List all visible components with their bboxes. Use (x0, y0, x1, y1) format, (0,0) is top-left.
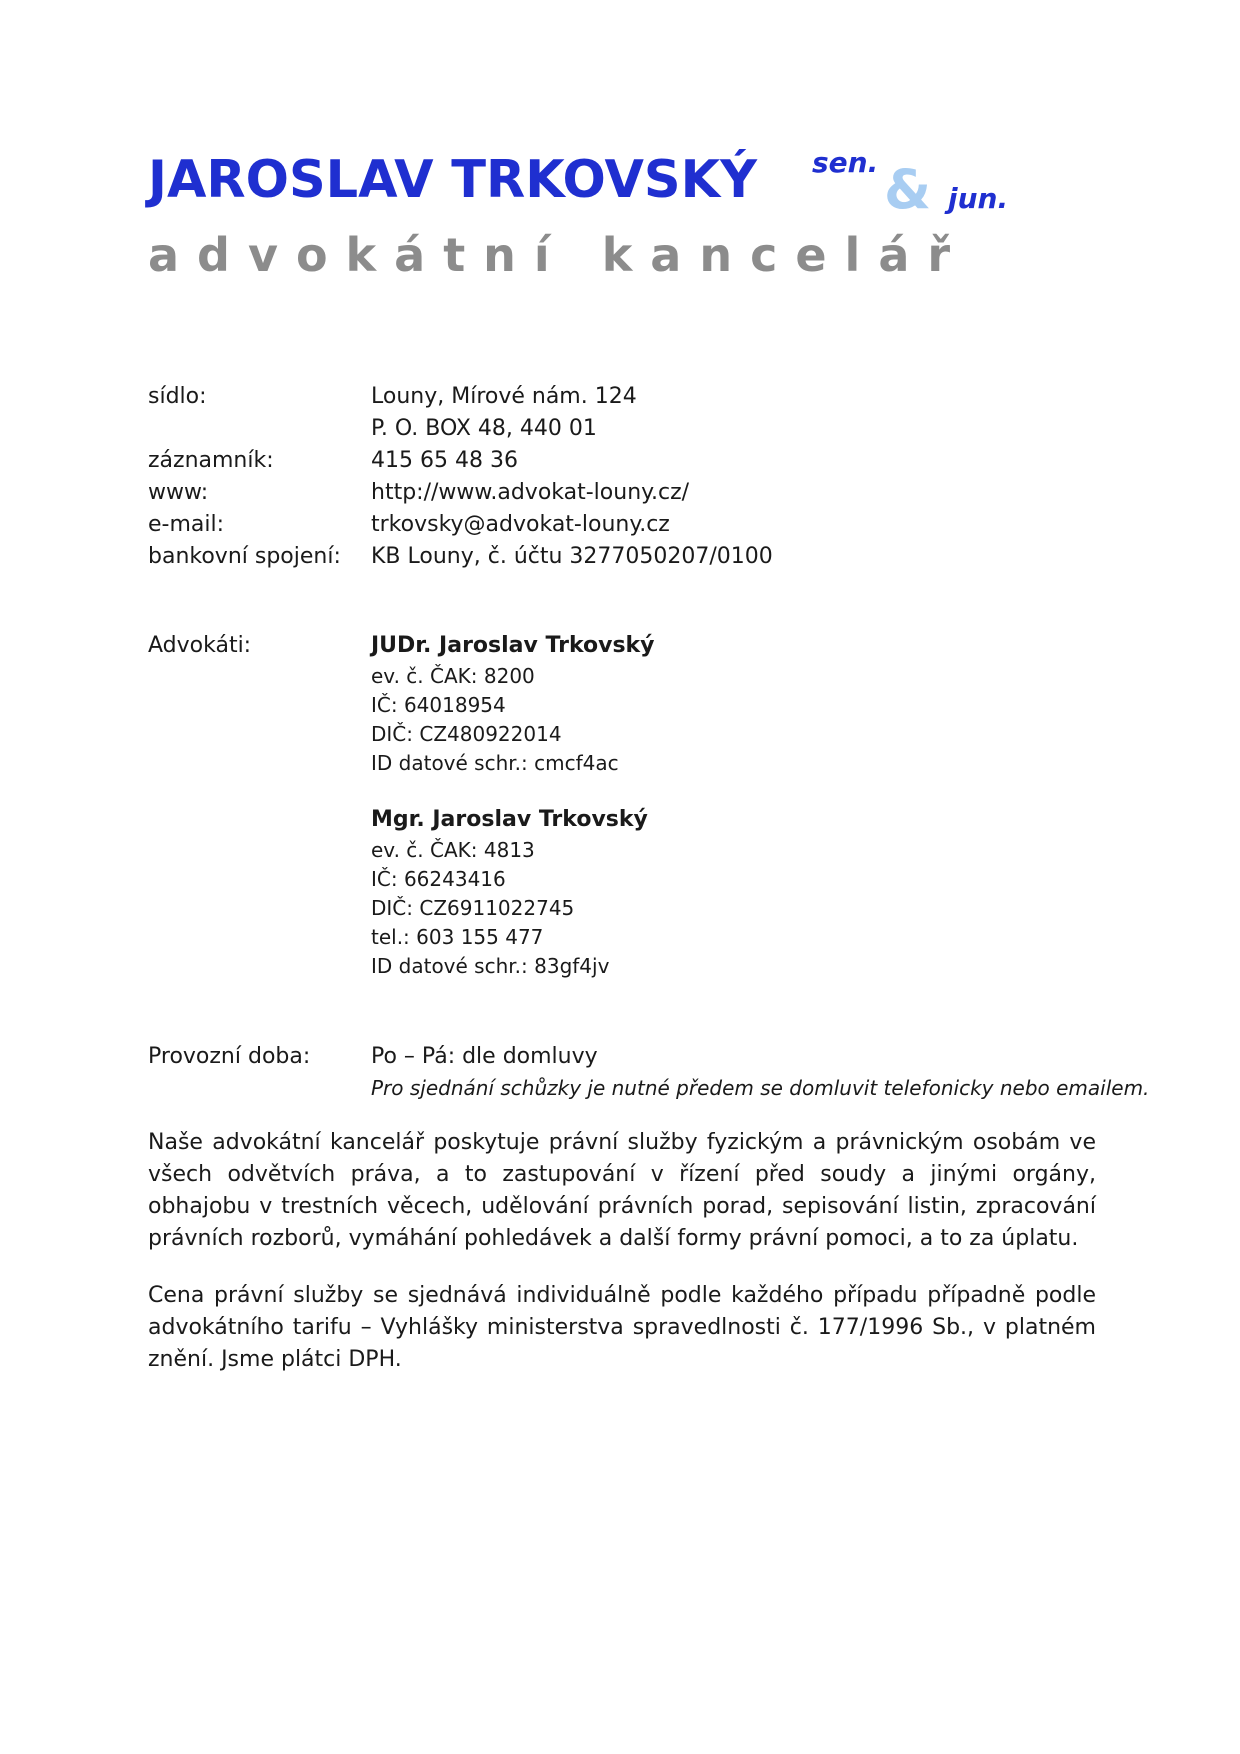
lawyer1-cak: ev. č. ČAK: 8200 (371, 664, 535, 688)
lawyer2-tel: tel.: 603 155 477 (371, 925, 544, 949)
hours-label: Provozní doba: (148, 1044, 311, 1069)
email-label: e-mail: (148, 512, 225, 537)
hours-note: Pro sjednání schůzky je nutné předem se domluvit telefonicky nebo emailem. (371, 1076, 1150, 1100)
sidlo-line1: Louny, Mírové nám. 124 (371, 384, 637, 409)
lawyers-label: Advokáti: (148, 633, 252, 658)
firm-name: JAROSLAV TRKOVSKÝ (148, 150, 757, 210)
services-paragraph: Naše advokátní kancelář poskytuje právní služby fyzickým a právnickým osobám ve všech odvětvích práva, a to zastupování v řízení před soudy a jinými orgány, obhajobu v trestních věcech, udělování právních porad, sepisování listin, zpracování právních rozborů, vymáhání pohledávek a další formy právní pomoci, a to za úplatu. (148, 1130, 1096, 1251)
www-label: www: (148, 480, 209, 505)
firm-name-sen: sen. (812, 146, 879, 179)
lawyer2-id: ID datové schr.: 83gf4jv (371, 954, 610, 978)
lawyer2-cak: ev. č. ČAK: 4813 (371, 838, 535, 862)
firm-subtitle: advokátní kancelář (148, 228, 969, 282)
sidlo-line2: P. O. BOX 48, 440 01 (371, 416, 597, 441)
email-link[interactable]: trkovsky@advokat-louny.cz (371, 512, 670, 537)
lawyer1-name: JUDr. Jaroslav Trkovský (371, 633, 655, 658)
lawyer1-dic: DIČ: CZ480922014 (371, 722, 562, 746)
pricing-paragraph: Cena právní služby se sjednává individuálně podle každého případu případně podle advokátního tarifu – Vyhlášky ministerstva spravedlnosti č. 177/1996 Sb., v platném znění. Jsme plátci DPH. (148, 1283, 1096, 1372)
lawyer1-id: ID datové schr.: cmcf4ac (371, 751, 619, 775)
bank-label: bankovní spojení: (148, 544, 341, 569)
sidlo-label: sídlo: (148, 384, 207, 409)
bank-value: KB Louny, č. účtu 3277050207/0100 (371, 544, 773, 569)
zaznamnik-value: 415 65 48 36 (371, 448, 518, 473)
firm-name-jun: jun. (948, 182, 1009, 215)
www-link[interactable]: http://www.advokat-louny.cz/ (371, 480, 690, 505)
lawyer2-dic: DIČ: CZ6911022745 (371, 896, 575, 920)
zaznamnik-label: záznamník: (148, 448, 274, 473)
lawyer2-ic: IČ: 66243416 (371, 867, 506, 891)
lawyer2-name: Mgr. Jaroslav Trkovský (371, 807, 648, 832)
firm-name-ampersand: & (884, 158, 932, 221)
lawyer1-ic: IČ: 64018954 (371, 693, 506, 717)
hours-value: Po – Pá: dle domluvy (371, 1044, 598, 1069)
